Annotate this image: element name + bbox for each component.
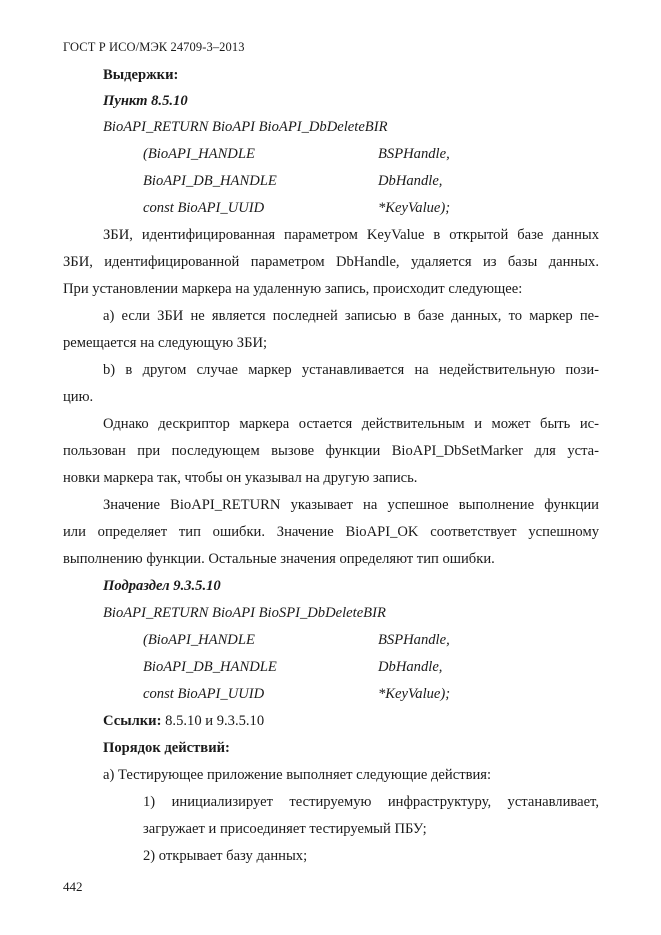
paragraph-line: ЗБИ, идентифицированной параметром DbHandle, удаляется из базы данных. xyxy=(63,254,599,270)
subclause-function-signature: BioAPI_RETURN BioAPI BioSPI_DbDeleteBIR xyxy=(103,605,386,621)
clause-param-name: DbHandle, xyxy=(378,173,443,189)
procedure-heading: Порядок действий: xyxy=(103,740,230,756)
clause-heading: Пункт 8.5.10 xyxy=(103,93,188,109)
clause-function-signature: BioAPI_RETURN BioAPI BioAPI_DbDeleteBIR xyxy=(103,119,388,135)
paragraph-line: При установлении маркера на удаленную запись, происходит следующее: xyxy=(63,281,523,297)
subclause-param-type: BioAPI_DB_HANDLE xyxy=(143,659,277,675)
subclause-param-name: DbHandle, xyxy=(378,659,443,675)
references-line xyxy=(103,713,264,730)
excerpts-heading: Выдержки: xyxy=(103,67,179,83)
document-header: ГОСТ Р ИСО/МЭК 24709-3–2013 xyxy=(63,40,245,54)
paragraph-line: или определяет тип ошибки. Значение BioAPI_OK соответствует успешному xyxy=(63,524,599,540)
subclause-param-type: const BioAPI_UUID xyxy=(143,686,265,702)
clause-param-type: BioAPI_DB_HANDLE xyxy=(143,173,277,189)
clause-param-type: (BioAPI_HANDLE xyxy=(143,146,255,162)
paragraph-line: ЗБИ, идентифицированная параметром KeyValue в открытой базе данных xyxy=(103,227,599,243)
paragraph-line: пользован при последующем вызове функции BioAPI_DbSetMarker для уста- xyxy=(63,443,599,459)
subclause-param-type: (BioAPI_HANDLE xyxy=(143,632,255,648)
page-number: 442 xyxy=(63,879,83,894)
subclause-heading: Подраздел 9.3.5.10 xyxy=(103,578,221,594)
subclause-param-name: BSPHandle, xyxy=(378,632,450,648)
paragraph-line: Значение BioAPI_RETURN указывает на успешное выполнение функции xyxy=(103,497,599,513)
clause-param-type: const BioAPI_UUID xyxy=(143,200,265,216)
list-item-b-line: цию. xyxy=(63,389,94,405)
list-item-a-line: ремещается на следующую ЗБИ; xyxy=(63,335,268,351)
list-item-a-line: а) если ЗБИ не является последней записью в базе данных, то маркер пе- xyxy=(103,308,599,324)
references-label: Ссылки: xyxy=(103,713,162,729)
clause-param-name: BSPHandle, xyxy=(378,146,450,162)
clause-param-name: *KeyValue); xyxy=(378,200,451,216)
procedure-item-a: а) Тестирующее приложение выполняет следующие действия: xyxy=(103,767,492,783)
procedure-step-line: 2) открывает базу данных; xyxy=(143,848,308,864)
procedure-step-line: 1) инициализирует тестируемую инфраструктуру, устанавливает, xyxy=(143,794,599,810)
list-item-b-line: b) в другом случае маркер устанавливается на недействительную пози- xyxy=(103,362,599,378)
paragraph-line: Однако дескриптор маркера остается действительным и может быть ис- xyxy=(103,416,599,432)
paragraph-line: новки маркера так, чтобы он указывал на другую запись. xyxy=(63,470,418,486)
subclause-param-name: *KeyValue); xyxy=(378,686,451,702)
references-value: 8.5.10 и 9.3.5.10 xyxy=(165,713,265,729)
paragraph-line: выполнению функции. Остальные значения определяют тип ошибки. xyxy=(63,551,495,567)
procedure-step-line: загружает и присоединяет тестируемый ПБУ; xyxy=(143,821,427,837)
